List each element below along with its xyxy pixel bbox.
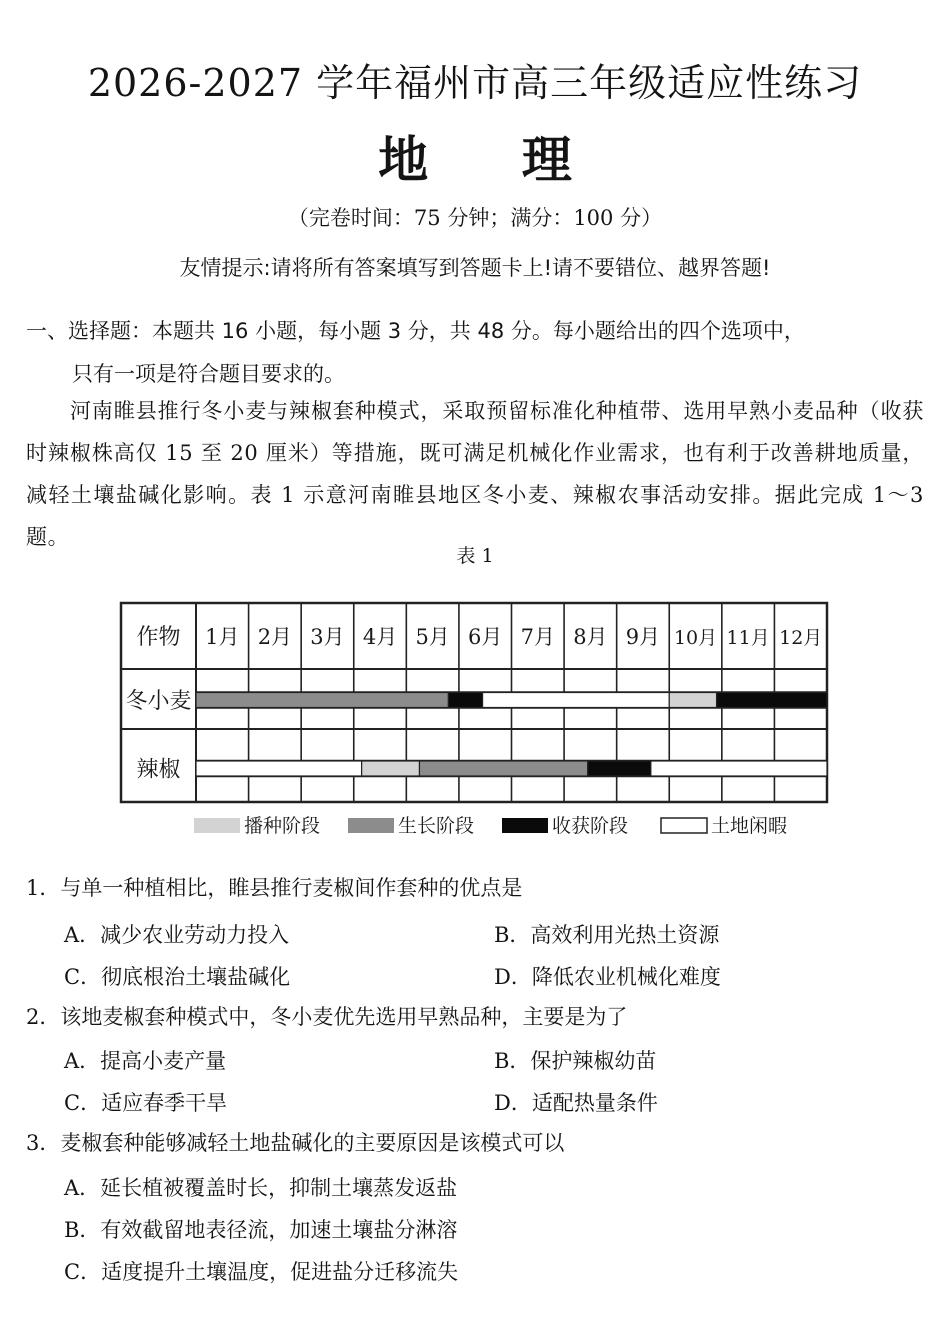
question-1-options-row-2 — [64, 961, 924, 993]
question-1-stem: 1．与单一种植相比，睢县推行麦椒间作套种的优点是 — [26, 876, 523, 900]
legend-swatch-harvest — [502, 818, 548, 833]
question-1-option-d[interactable]: D．降低农业机械化难度 — [494, 965, 721, 989]
stage-bar-fallow — [196, 761, 362, 776]
section-heading — [26, 310, 805, 396]
question-3-stem: 3．麦椒套种能够减轻土地盐碱化的主要原因是该模式可以 — [26, 1131, 565, 1155]
question-2-option-d[interactable]: D．适配热量条件 — [494, 1091, 658, 1115]
question-2-option-b[interactable]: B．保护辣椒幼苗 — [494, 1049, 657, 1073]
month-label: 10月 — [673, 627, 718, 649]
material-paragraph: 河南睢县推行冬小麦与辣椒套种模式，采取预留标准化种植带、选用早熟小麦品种（收获时辣椒株高仅 15 至 20 厘米）等措施，既可满足机械化作业需求，也有利于改善耕地质量，减轻土壤盐碱化影响。表 1 示意河南睢县地区冬小麦、辣椒农事活动安排。据此完成 1～3 题。 — [26, 399, 924, 549]
month-label: 12月 — [779, 627, 823, 649]
question-2-options-row-2 — [64, 1087, 924, 1119]
month-label: 2月 — [257, 625, 293, 649]
month-label: 6月 — [468, 625, 503, 649]
question-3-option-b[interactable]: B．有效截留地表径流，加速土壤盐分淋溶 — [64, 1218, 458, 1242]
month-label: 8月 — [573, 625, 608, 649]
exam-time-score: （完卷时间：75 分钟；满分：100 分） — [287, 206, 663, 230]
crop-schedule-table — [0, 590, 950, 850]
month-label: 3月 — [310, 625, 345, 649]
stage-bar-harvest — [448, 693, 482, 708]
crop-header-label: 作物 — [136, 625, 181, 650]
legend-label-harvest: 收获阶段 — [552, 815, 629, 837]
friendly-notice: 友情提示:请将所有答案填写到答题卡上!请不要错位、越界答题! — [179, 256, 771, 280]
legend-swatch-growth — [348, 818, 394, 833]
month-label: 11月 — [726, 627, 770, 649]
section-heading-line1: 一、选择题：本题共 16 小题，每小题 3 分，共 48 分。每小题给出的四个选项中， — [26, 319, 805, 343]
legend-swatch-fallow — [661, 818, 707, 833]
stage-bar-harvest — [717, 693, 827, 708]
stage-bar-fallow — [651, 761, 827, 776]
stage-bar-growth — [196, 693, 448, 708]
legend-label-fallow: 土地闲暇 — [711, 815, 788, 837]
question-2-options-row-1 — [64, 1045, 924, 1077]
crop-name-label: 辣椒 — [136, 757, 181, 783]
question-2-option-a[interactable]: A．提高小麦产量 — [64, 1049, 227, 1073]
month-label: 4月 — [362, 625, 398, 649]
stage-bar-growth — [419, 761, 587, 776]
question-2-stem: 2．该地麦椒套种模式中，冬小麦优先选用早熟品种，主要是为了 — [26, 1005, 628, 1029]
question-2-option-c[interactable]: C．适应春季干旱 — [64, 1091, 228, 1115]
question-1-option-b[interactable]: B．高效利用光热土资源 — [494, 923, 720, 947]
month-label: 9月 — [625, 625, 661, 649]
question-1-option-c[interactable]: C．彻底根治土壤盐碱化 — [64, 965, 291, 989]
crop-name-label: 冬小麦 — [125, 689, 192, 714]
table-caption: 表 1 — [456, 545, 494, 567]
stage-bar-sowing — [669, 693, 716, 708]
table-legend — [194, 815, 787, 837]
exam-title: 2026-2027 学年福州市高三年级适应性练习 — [87, 61, 863, 105]
legend-label-growth: 生长阶段 — [398, 815, 475, 837]
legend-label-sowing: 播种阶段 — [244, 815, 321, 837]
month-label: 1月 — [205, 625, 240, 649]
question-3-option-c[interactable]: C．适度提升土壤温度，促进盐分迁移流失 — [64, 1260, 459, 1284]
month-label: 7月 — [520, 625, 555, 649]
stage-bar-fallow — [483, 693, 670, 708]
legend-swatch-sowing — [194, 818, 240, 833]
section-heading-line2: 只有一项是符合题目要求的。 — [72, 362, 345, 386]
subject-title: 地 理 — [378, 130, 610, 189]
question-1-option-a[interactable]: A．减少农业劳动力投入 — [64, 923, 290, 947]
month-label: 5月 — [415, 625, 450, 649]
stage-bar-sowing — [362, 761, 420, 776]
stage-bar-harvest — [588, 761, 651, 776]
question-3-option-a[interactable]: A．延长植被覆盖时长，抑制土壤蒸发返盐 — [64, 1176, 458, 1200]
question-1-options-row-1 — [64, 919, 924, 951]
